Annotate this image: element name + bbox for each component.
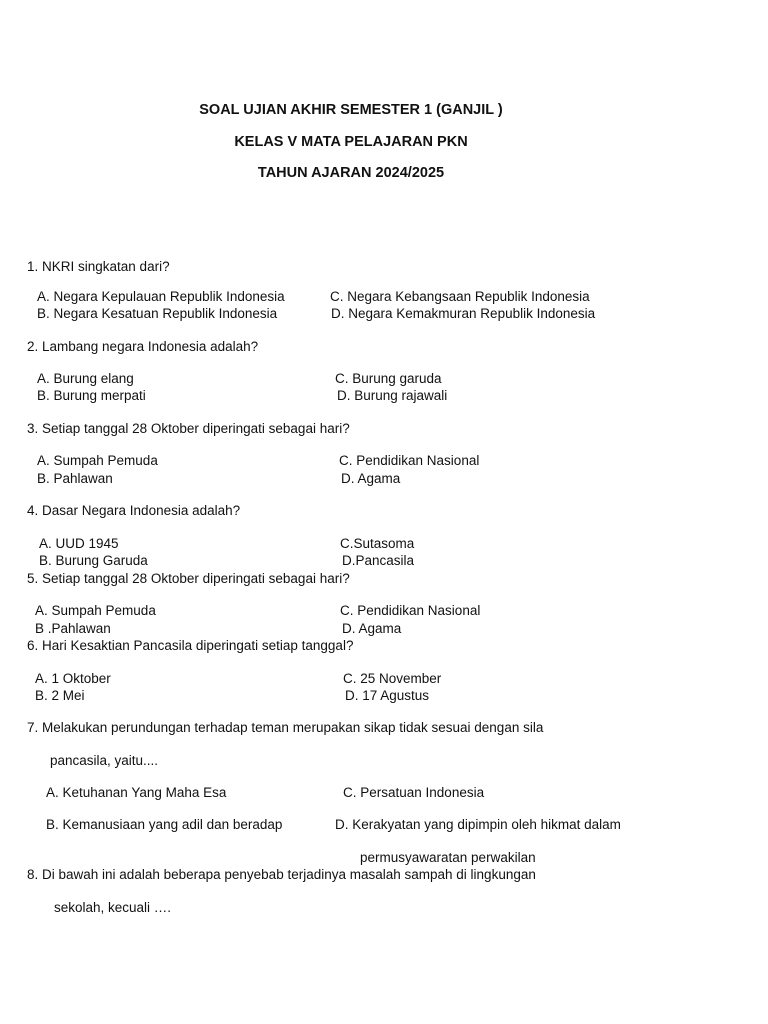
question-5: 5. Setiap tanggal 28 Oktober diperingati sebagai hari? bbox=[27, 571, 350, 586]
question-3-option-c: C. Pendidikan Nasional bbox=[339, 453, 480, 468]
question-1-option-a: A. Negara Kepulauan Republik Indonesia bbox=[37, 289, 285, 304]
question-6-option-a: A. 1 Oktober bbox=[35, 671, 111, 686]
question-1-option-d: D. Negara Kemakmuran Republik Indonesia bbox=[331, 306, 596, 321]
question-4-option-c: C.Sutasoma bbox=[340, 536, 415, 551]
question-8: 8. Di bawah ini adalah beberapa penyebab terjadinya masalah sampah di lingkungan bbox=[27, 867, 536, 882]
question-1-option-c: C. Negara Kebangsaan Republik Indonesia bbox=[330, 289, 590, 304]
question-2: 2. Lambang negara Indonesia adalah? bbox=[27, 339, 259, 354]
question-7-option-d-continuation: permusyawaratan perwakilan bbox=[360, 850, 536, 865]
question-3-option-b: B. Pahlawan bbox=[37, 471, 113, 486]
question-1: 1. NKRI singkatan dari? bbox=[27, 259, 170, 274]
question-2-option-d: D. Burung rajawali bbox=[337, 388, 448, 403]
question-6: 6. Hari Kesaktian Pancasila diperingati setiap tanggal? bbox=[27, 638, 354, 653]
question-5-option-c: C. Pendidikan Nasional bbox=[340, 603, 481, 618]
question-4-option-d: D.Pancasila bbox=[342, 553, 415, 568]
exam-class-subject: KELAS V MATA PELAJARAN PKN bbox=[234, 134, 468, 150]
question-8-continuation: sekolah, kecuali …. bbox=[54, 900, 172, 915]
question-5-option-d: D. Agama bbox=[342, 621, 402, 636]
question-6-option-c: C. 25 November bbox=[343, 671, 442, 686]
question-5-option-b: B .Pahlawan bbox=[35, 621, 111, 636]
question-6-option-b: B. 2 Mei bbox=[35, 688, 85, 703]
question-4: 4. Dasar Negara Indonesia adalah? bbox=[27, 503, 241, 518]
question-6-option-d: D. 17 Agustus bbox=[345, 688, 430, 703]
question-7-option-a: A. Ketuhanan Yang Maha Esa bbox=[46, 785, 227, 800]
question-3: 3. Setiap tanggal 28 Oktober diperingati sebagai hari? bbox=[27, 421, 350, 436]
question-7-continuation: pancasila, yaitu.... bbox=[50, 753, 159, 768]
exam-title: SOAL UJIAN AKHIR SEMESTER 1 (GANJIL ) bbox=[199, 102, 503, 118]
question-5-option-a: A. Sumpah Pemuda bbox=[35, 603, 156, 618]
question-2-option-a: A. Burung elang bbox=[37, 371, 134, 386]
question-7-option-d: D. Kerakyatan yang dipimpin oleh hikmat dalam bbox=[335, 817, 621, 832]
question-7: 7. Melakukan perundungan terhadap teman merupakan sikap tidak sesuai dengan sila bbox=[27, 720, 544, 735]
exam-school-year: TAHUN AJARAN 2024/2025 bbox=[257, 165, 445, 181]
question-3-option-d: D. Agama bbox=[341, 471, 401, 486]
question-4-option-a: A. UUD 1945 bbox=[39, 536, 119, 551]
question-7-option-b: B. Kemanusiaan yang adil dan beradap bbox=[46, 817, 283, 832]
question-1-option-b: B. Negara Kesatuan Republik Indonesia bbox=[37, 306, 278, 321]
question-7-option-c: C. Persatuan Indonesia bbox=[343, 785, 485, 800]
question-3-option-a: A. Sumpah Pemuda bbox=[37, 453, 158, 468]
question-2-option-c: C. Burung garuda bbox=[335, 371, 442, 386]
question-4-option-b: B. Burung Garuda bbox=[39, 553, 148, 568]
question-2-option-b: B. Burung merpati bbox=[37, 388, 146, 403]
